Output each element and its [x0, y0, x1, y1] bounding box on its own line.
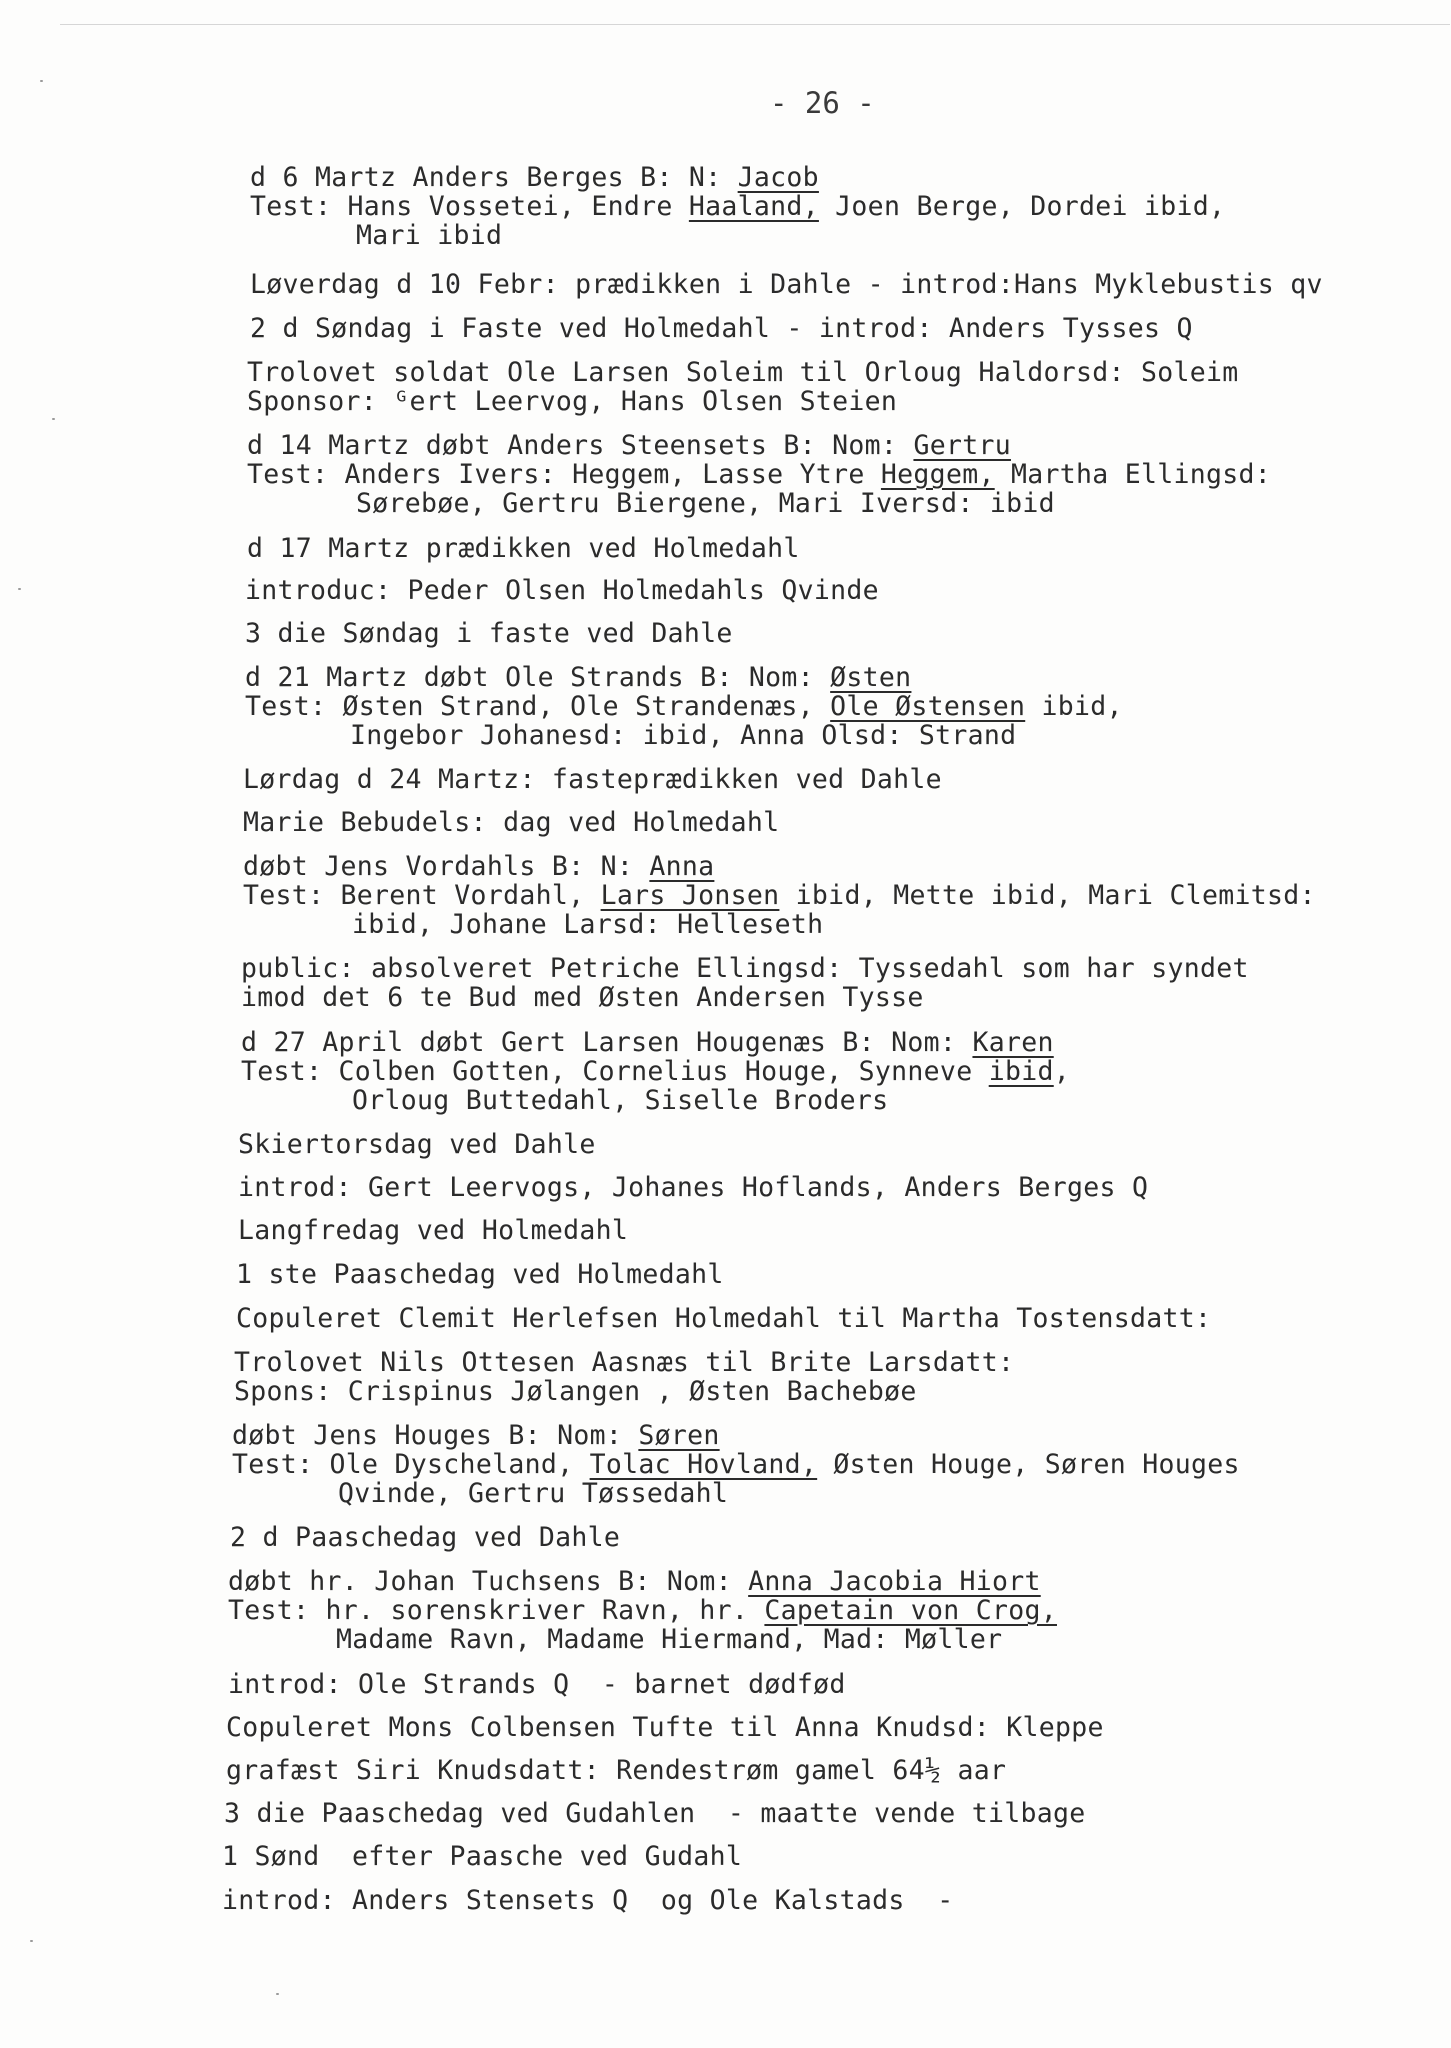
text-segment: Test: Anders Ivers: Heggem, Lasse Ytre	[247, 459, 881, 490]
text-segment: Lørdag d 24 Martz: fasteprædikken ved Dahle	[243, 764, 942, 795]
text-segment: Copuleret Mons Colbensen Tufte til Anna Knudsd: Kleppe	[226, 1712, 1104, 1743]
page-edge-line	[60, 24, 1450, 25]
text-segment: 2 d Søndag i Faste ved Holmedahl - introd: Anders Tysses Q	[250, 313, 1193, 344]
underlined-name: Anna	[649, 851, 715, 882]
text-line	[247, 535, 800, 563]
text-line	[250, 193, 1225, 221]
text-line	[250, 271, 1323, 299]
text-line	[238, 1217, 628, 1245]
text-line	[352, 1087, 888, 1115]
text-segment: Test: hr. sorenskriver Ravn, hr.	[228, 1595, 765, 1626]
text-segment: døbt Jens Vordahls B: N:	[243, 851, 650, 882]
text-line	[234, 1378, 917, 1406]
text-segment: d 21 Martz døbt Ole Strands B: Nom:	[245, 662, 831, 693]
text-line	[245, 693, 1123, 721]
page-number: - 26 -	[770, 86, 875, 120]
text-line	[243, 766, 942, 794]
text-segment: ibid, Mette ibid, Mari Clemitsd:	[779, 880, 1316, 911]
text-segment: Trolovet soldat Ole Larsen Soleim til Orloug Haldorsd: Soleim	[247, 357, 1239, 388]
text-line	[241, 1058, 1070, 1086]
underlined-name: Capetain von Crog,	[764, 1595, 1057, 1626]
text-segment: Trolovet Nils Ottesen Aasnæs til Brite Larsdatt:	[234, 1347, 1015, 1378]
text-line	[238, 1131, 596, 1159]
text-line	[228, 1568, 1041, 1596]
text-segment: Martha Ellingsd:	[994, 459, 1272, 490]
text-line	[245, 577, 879, 605]
text-segment: Spons: Crispinus Jølangen , Østen Bachebøe	[234, 1376, 917, 1407]
text-segment: imod det 6 te Bud med Østen Andersen Tysse	[241, 982, 924, 1013]
text-line	[230, 1524, 620, 1552]
text-segment: 1 Sønd efter Paasche ved Gudahl	[222, 1841, 743, 1872]
underlined-name: ibid	[988, 1056, 1054, 1087]
text-segment: Sørebøe, Gertru Biergene, Mari Iversd: ibid	[356, 488, 1055, 519]
text-line	[228, 1671, 846, 1699]
text-line	[247, 461, 1271, 489]
text-line	[222, 1887, 953, 1915]
underlined-name: Østen	[830, 662, 912, 693]
text-line	[236, 1261, 724, 1289]
text-segment: Joen Berge, Dordei ibid,	[818, 191, 1226, 222]
scan-speck	[18, 588, 21, 590]
text-line	[232, 1451, 1240, 1479]
text-line	[247, 388, 897, 416]
text-segment: introd: Anders Stensets Q og Ole Kalstads -	[222, 1885, 954, 1916]
text-line	[356, 222, 502, 250]
scan-speck	[30, 1940, 33, 1942]
text-line	[232, 1422, 720, 1450]
underlined-name: Tolac Hovland,	[589, 1449, 818, 1480]
text-segment: Marie Bebudels: dag ved Holmedahl	[243, 807, 780, 838]
text-segment: ibid,	[1025, 691, 1123, 722]
text-line	[226, 1757, 1006, 1785]
text-segment: ibid, Johane Larsd: Helleseth	[352, 909, 824, 940]
text-segment: introd: Ole Strands Q - barnet dødfød	[228, 1669, 846, 1700]
text-segment: d 17 Martz prædikken ved Holmedahl	[247, 533, 800, 564]
text-line	[247, 432, 1011, 460]
text-line	[238, 1174, 1148, 1202]
text-line	[241, 1029, 1054, 1057]
text-line	[241, 984, 924, 1012]
text-line	[234, 1349, 1014, 1377]
underlined-name: Haaland,	[688, 191, 819, 222]
text-segment: Qvinde, Gertru Tøssedahl	[338, 1478, 729, 1509]
text-segment: 3 die Paaschedag ved Gudahlen - maatte vende tilbage	[224, 1798, 1086, 1829]
scan-speck	[40, 80, 43, 82]
text-line	[356, 490, 1055, 518]
text-line	[241, 955, 1249, 983]
underlined-name: Gertru	[913, 430, 1011, 461]
text-segment: d 6 Martz Anders Berges B: N:	[250, 162, 738, 193]
text-segment: ,	[1053, 1056, 1070, 1087]
text-line	[226, 1714, 1104, 1742]
text-segment: Test: Ole Dyscheland,	[232, 1449, 590, 1480]
scan-speck	[276, 1993, 279, 1995]
text-segment: Orloug Buttedahl, Siselle Broders	[352, 1085, 889, 1116]
text-line	[243, 882, 1316, 910]
text-segment: døbt Jens Houges B: Nom:	[232, 1420, 639, 1451]
text-segment: Sponsor: ᴳert Leervog, Hans Olsen Steien	[247, 386, 898, 417]
text-segment: Skiertorsdag ved Dahle	[238, 1129, 596, 1160]
text-segment: d 14 Martz døbt Anders Steensets B: Nom:	[247, 430, 914, 461]
text-segment: Test: Colben Gotten, Cornelius Houge, Synneve	[241, 1056, 989, 1087]
underlined-name: Karen	[972, 1027, 1054, 1058]
text-line	[224, 1800, 1085, 1828]
text-segment: grafæst Siri Knudsdatt: Rendestrøm gamel 64½ aar	[226, 1755, 1007, 1786]
underlined-name: Søren	[638, 1420, 720, 1451]
text-line	[352, 911, 823, 939]
underlined-name: Anna Jacobia Hiort	[748, 1566, 1041, 1597]
underlined-name: Heggem,	[880, 459, 995, 490]
text-line	[338, 1480, 728, 1508]
text-segment: Copuleret Clemit Herlefsen Holmedahl til Martha Tostensdatt:	[236, 1303, 1212, 1334]
text-segment: Mari ibid	[356, 220, 503, 251]
text-line	[250, 315, 1193, 343]
text-segment: introduc: Peder Olsen Holmedahls Qvinde	[245, 575, 879, 606]
text-segment: Test: Østen Strand, Ole Strandenæs,	[245, 691, 831, 722]
underlined-name: Lars Jonsen	[600, 880, 780, 911]
text-segment: 2 d Paaschedag ved Dahle	[230, 1522, 621, 1553]
text-line	[350, 722, 1016, 750]
text-segment: public: absolveret Petriche Ellingsd: Tyssedahl som har syndet	[241, 953, 1249, 984]
text-line	[243, 809, 779, 837]
text-segment: 1 ste Paaschedag ved Holmedahl	[236, 1259, 724, 1290]
text-line	[228, 1597, 1057, 1625]
text-segment: 3 die Søndag i faste ved Dahle	[245, 618, 733, 649]
underlined-name: Ole Østensen	[830, 691, 1026, 722]
text-segment: Løverdag d 10 Febr: prædikken i Dahle - introd:Hans Myklebustis qv	[250, 269, 1323, 300]
text-line	[236, 1305, 1211, 1333]
text-segment: Østen Houge, Søren Houges	[817, 1449, 1240, 1480]
text-line	[245, 664, 911, 692]
text-segment: Langfredag ved Holmedahl	[238, 1215, 629, 1246]
text-segment: døbt hr. Johan Tuchsens B: Nom:	[228, 1566, 749, 1597]
text-line	[247, 359, 1239, 387]
text-segment: introd: Gert Leervogs, Johanes Hoflands, Anders Berges Q	[238, 1172, 1149, 1203]
text-segment: Test: Hans Vossetei, Endre	[250, 191, 689, 222]
text-line	[243, 853, 714, 881]
text-line	[336, 1626, 1002, 1654]
underlined-name: Jacob	[737, 162, 819, 193]
text-line	[245, 620, 733, 648]
text-line	[222, 1843, 742, 1871]
text-segment: d 27 April døbt Gert Larsen Hougenæs B: Nom:	[241, 1027, 973, 1058]
text-segment: Madame Ravn, Madame Hiermand, Mad: Møller	[336, 1624, 1003, 1655]
text-line	[250, 164, 819, 192]
scan-speck	[52, 418, 55, 420]
text-segment: Ingebor Johanesd: ibid, Anna Olsd: Strand	[350, 720, 1017, 751]
text-segment: Test: Berent Vordahl,	[243, 880, 601, 911]
